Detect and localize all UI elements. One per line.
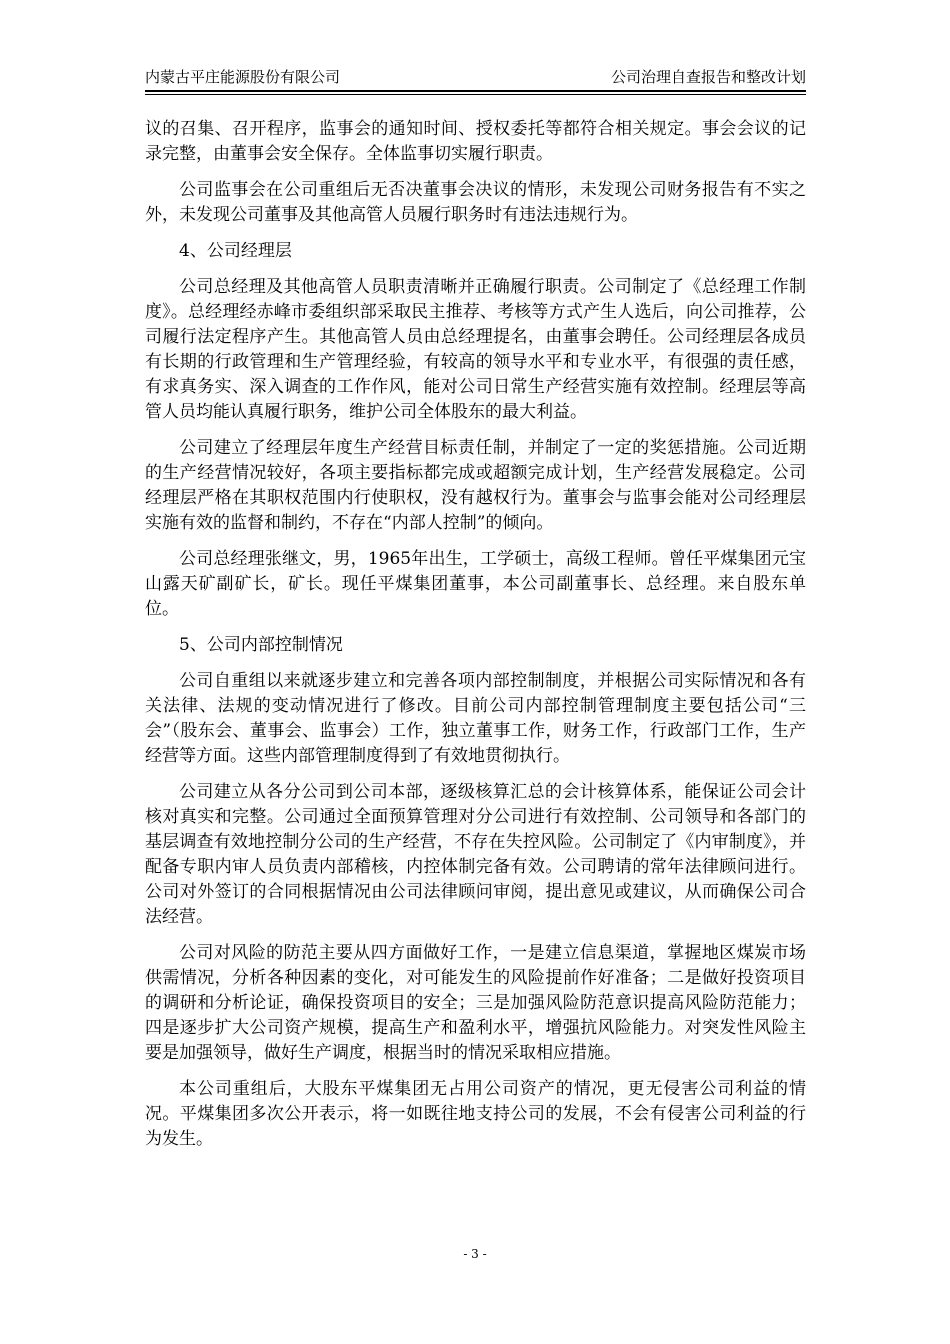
paragraph: 公司建立了经理层年度生产经营目标责任制，并制定了一定的奖惩措施。公司近期的生产经营情况较好，各项主要指标都完成或超额完成计划，生产经营发展稳定。公司经理层严格在其职权范围内行使职权，没有越权行为。董事会与监事会能对公司经理层实施有效的监督和制约，不存在“内部人控制”的倾向。 [145, 438, 806, 533]
paragraph: 公司总经理及其他高管人员职责清晰并正确履行职责。公司制定了《总经理工作制度》。总经理经赤峰市委组织部采取民主推荐、考核等方式产生人选后，向公司推荐，公司履行法定程序产生。其他高管人员由总经理提名，由董事会聘任。公司经理层各成员有长期的行政管理和生产管理经验，有较高的领导水平和专业水平，有很强的责任感，有求真务实、深入调查的工作作风，能对公司日常生产经营实施有效控制。经理层等高管人员均能认真履行职务，维护公司全体股东的最大利益。 [145, 277, 806, 422]
paragraph: 议的召集、召开程序，监事会的通知时间、授权委托等都符合相关规定。事会会议的记录完整，由董事会安全保存。全体监事切实履行职责。 [145, 119, 806, 164]
paragraph: 本公司重组后，大股东平煤集团无占用公司资产的情况，更无侵害公司利益的情况。平煤集团多次公开表示，将一如既往地支持公司的发展，不会有侵害公司利益的行为发生。 [145, 1079, 806, 1149]
header-document-title: 公司治理自查报告和整改计划 [610, 68, 806, 86]
document-body [145, 117, 806, 1163]
page-number: - 3 - [463, 1247, 487, 1261]
paragraph: 公司对风险的防范主要从四方面做好工作，一是建立信息渠道，掌握地区煤炭市场供需情况，分析各种因素的变化，对可能发生的风险提前作好准备；二是做好投资项目的调研和分析论证，确保投资项目的安全；三是加强风险防范意识提高风险防范能力；四是逐步扩大公司资产规模，提高生产和盈利水平，增强抗风险能力。对突发性风险主要是加强领导，做好生产调度，根据当时的情况采取相应措施。 [145, 943, 806, 1063]
paragraph: 公司监事会在公司重组后无否决董事会决议的情形，未发现公司财务报告有不实之外，未发现公司董事及其他高管人员履行职务时有违法违规行为。 [145, 180, 806, 225]
section-heading: 5、公司内部控制情况 [179, 635, 343, 655]
paragraph: 公司自重组以来就逐步建立和完善各项内部控制制度，并根据公司实际情况和各有关法律、法规的变动情况进行了修改。目前公司内部控制管理制度主要包括公司“三会”（股东会、董事会、监事会）工作，独立董事工作，财务工作，行政部门工作，生产经营等方面。这些内部管理制度得到了有效地贯彻执行。 [145, 671, 806, 766]
page-header [145, 66, 806, 92]
paragraph: 公司总经理张继文，男，1965年出生，工学硕士，高级工程师。曾任平煤集团元宝山露天矿副矿长，矿长。现任平煤集团董事，本公司副董事长、总经理。来自股东单位。 [145, 549, 806, 619]
paragraph: 公司建立从各分公司到公司本部，逐级核算汇总的会计核算体系，能保证公司会计核对真实和完整。公司通过全面预算管理对分公司进行有效控制、公司领导和各部门的基层调查有效地控制分公司的生产经营，不存在失控风险。公司制定了《内审制度》，并配备专职内审人员负责内部稽核，内控体制完备有效。公司聘请的常年法律顾问进行。公司对外签订的合同根据情况由公司法律顾问审阅，提出意见或建议，从而确保公司合法经营。 [145, 782, 806, 927]
header-company-name: 内蒙古平庄能源股份有限公司 [145, 68, 341, 86]
section-heading: 4、公司经理层 [179, 241, 292, 261]
header-rule [145, 94, 806, 95]
